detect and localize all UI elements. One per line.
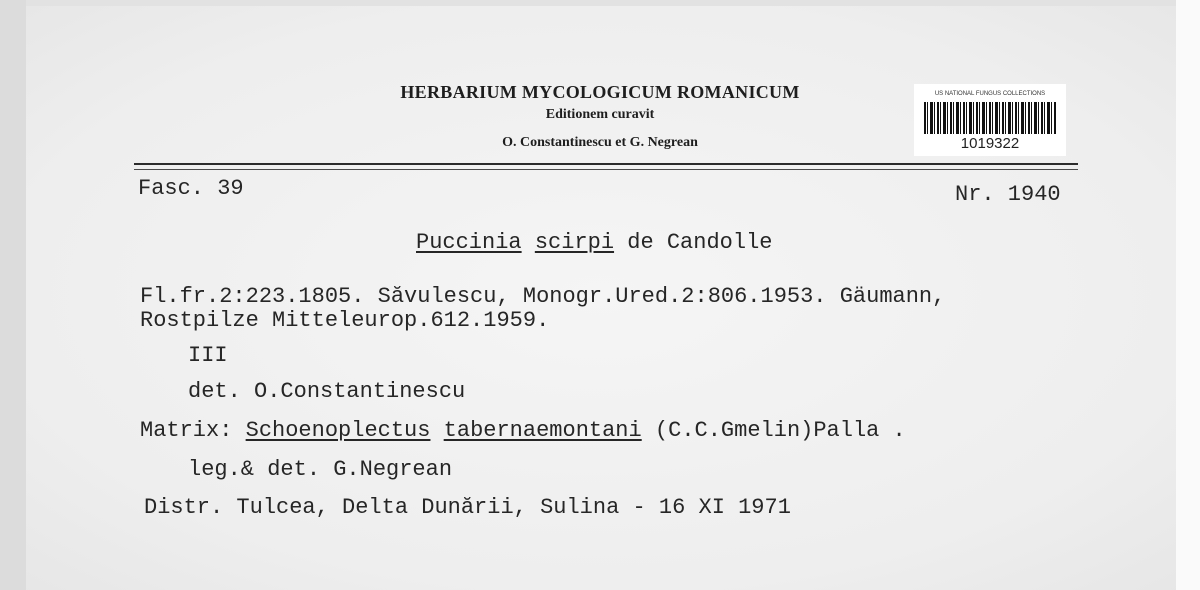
label-left-edge [0, 0, 26, 590]
taxon-epithet: scirpi [534, 230, 615, 255]
reference-line-2: Rostpilze Mitteleurop.612.1959. [140, 308, 550, 333]
barcode-number: 1019322 [960, 135, 1020, 152]
header-rule-thick [134, 163, 1078, 165]
edition-line: Editionem curavit [545, 107, 655, 122]
specimen-number: Nr. 1940 [955, 182, 1061, 207]
host-genus: Schoenoplectus [245, 418, 431, 443]
spore-stage: III [188, 343, 228, 368]
barcode-sticker [914, 84, 1066, 156]
label-right-edge [1176, 0, 1200, 590]
label-top-edge [0, 0, 1200, 6]
locality-line: Distr. Tulcea, Delta Dunării, Sulina - 16 XI 1971 [144, 495, 791, 520]
collector-line: leg.& det. G.Negrean [188, 457, 453, 482]
editors-line: O. Constantinescu et G. Negrean [502, 135, 698, 150]
matrix-line [140, 418, 906, 443]
herbarium-title: HERBARIUM MYCOLOGICUM ROMANICUM [400, 82, 800, 102]
determiner-line: det. O.Constantinescu [188, 379, 466, 404]
host-author: (C.C.Gmelin)Palla . [654, 418, 906, 443]
matrix-prefix: Matrix: [140, 418, 233, 443]
header-rule-thin [134, 169, 1078, 170]
taxon-name [416, 230, 772, 255]
fascicle-number: Fasc. 39 [138, 176, 244, 201]
barcode-caption: US NATIONAL FUNGUS COLLECTIONS [934, 91, 1046, 97]
host-epithet: tabernaemontani [443, 418, 642, 443]
reference-line-1: Fl.fr.2:223.1805. Săvulescu, Monogr.Ured.2:806.1953. Gäumann, [140, 284, 946, 309]
barcode-bars [924, 102, 1056, 134]
taxon-genus: Puccinia [416, 230, 522, 255]
taxon-author: de Candolle [627, 230, 773, 255]
